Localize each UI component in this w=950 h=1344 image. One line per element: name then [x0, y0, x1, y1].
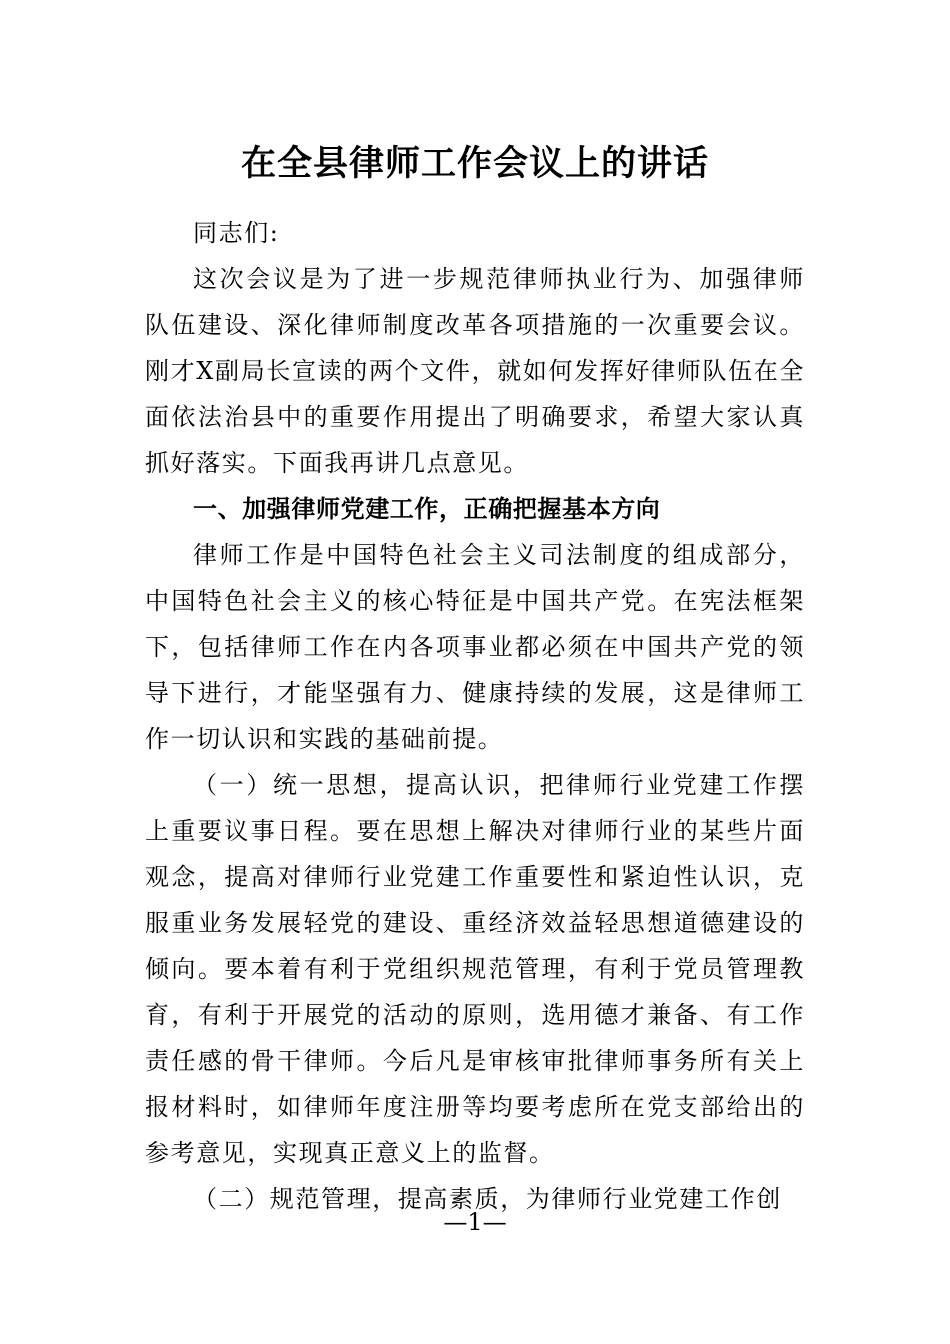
- document-body: [145, 210, 805, 1222]
- document-title: 在全县律师工作会议上的讲话: [240, 143, 709, 184]
- intro-paragraph: 这次会议是为了进一步规范律师执业行为、加强律师队伍建设、深化律师制度改革各项措施的一次重要会议。刚才X副局长宣读的两个文件，就如何发挥好律师队伍在全面依法治县中的重要作用提出了明确要求，希望大家认真抓好落实。下面我再讲几点意见。: [145, 265, 805, 477]
- section-paragraph: 律师工作是中国特色社会主义司法制度的组成部分，中国特色社会主义的核心特征是中国共产党。在宪法框架下，包括律师工作在内各项事业都必须在中国共产党的领导下进行，才能坚强有力、健康持续的发展，这是律师工作一切认识和实践的基础前提。: [145, 541, 805, 753]
- subsection-paragraph-1: （一）统一思想，提高认识，把律师行业党建工作摆上重要议事日程。要在思想上解决对律师行业的某些片面观念，提高对律师行业党建工作重要性和紧迫性认识，克服重业务发展轻党的建设、重经济效益轻思想道德建设的倾向。要本着有利于党组织规范管理，有利于党员管理教育，有利于开展党的活动的原则，选用德才兼备、有工作责任感的骨干律师。今后凡是审核审批律师事务所有关上报材料时，如律师年度注册等均要考虑所在党支部给出的参考意见，实现真正意义上的监督。: [145, 771, 805, 1167]
- page-number: —1—: [443, 1208, 507, 1236]
- greeting: 同志们:: [193, 219, 280, 247]
- section-heading: 一、加强律师党建工作，正确把握基本方向: [193, 495, 661, 523]
- subsection-paragraph-2: （二）规范管理，提高素质，为律师行业党建工作创: [193, 1185, 782, 1213]
